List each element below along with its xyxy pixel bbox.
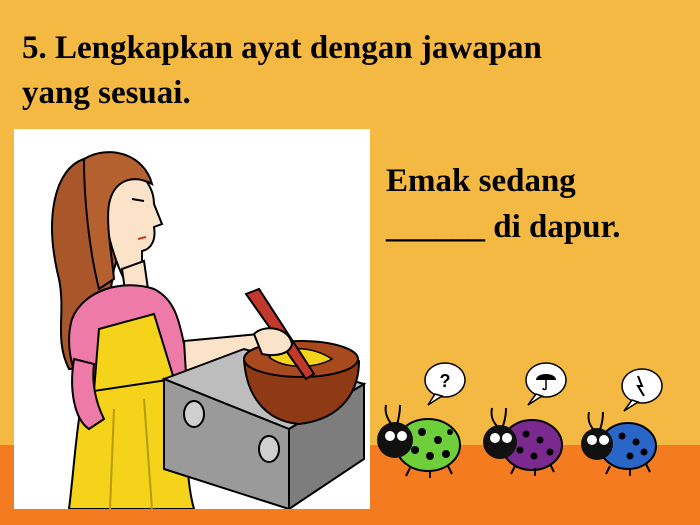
- cooking-illustration: [14, 129, 370, 509]
- ladybug-group: [370, 360, 700, 480]
- stove-knob-1: [184, 401, 204, 427]
- sentence-text: [386, 158, 686, 250]
- lightning-bubble-icon: [622, 369, 662, 411]
- sentence-line-2: ______ di dapur.: [386, 209, 621, 245]
- stove-knob-2: [259, 436, 279, 462]
- green-bug: [377, 405, 460, 478]
- sentence-line-1: Emak sedang: [386, 163, 576, 199]
- umbrella-bubble-icon: [526, 363, 566, 405]
- woman-cooking-drawing: [14, 129, 370, 509]
- question-bubble-icon: [425, 363, 465, 405]
- question-title: [22, 26, 662, 116]
- question-line-2: yang sesuai.: [22, 75, 191, 111]
- purple-bug: [483, 408, 562, 476]
- svg-text:?: ?: [439, 371, 451, 391]
- question-line-1: 5. Lengkapkan ayat dengan jawapan: [22, 30, 542, 66]
- blue-bug: [581, 412, 656, 476]
